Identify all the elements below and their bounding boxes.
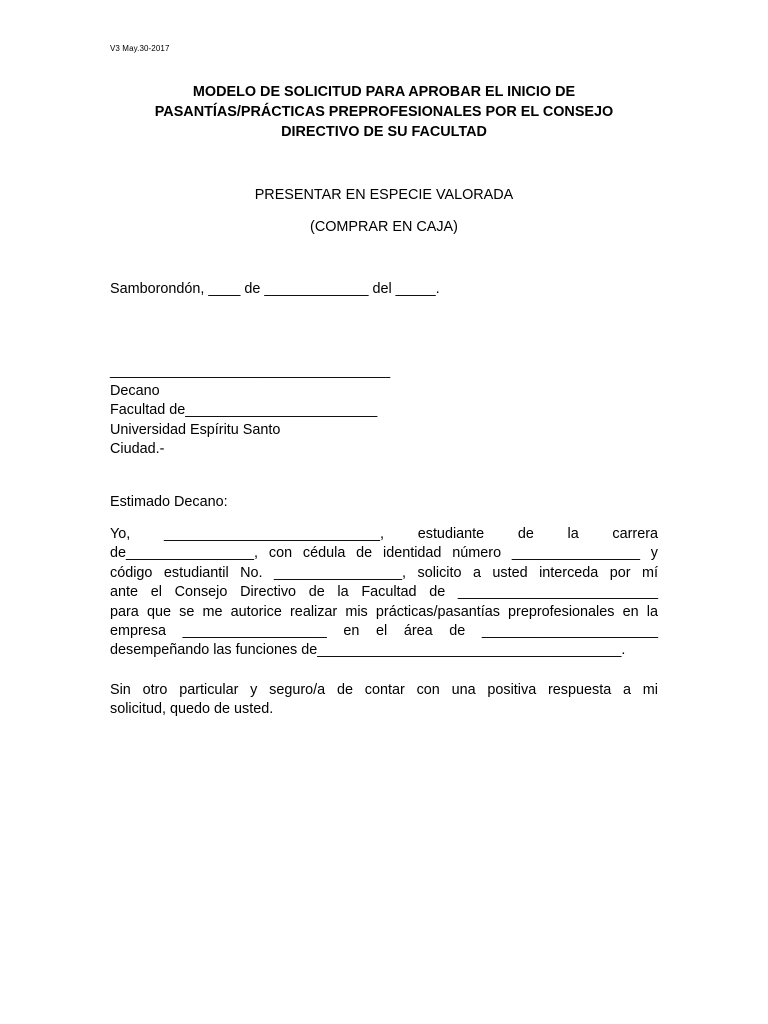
body-line-3: código estudiantil No. ________________, solicito a usted interceda por mí bbox=[110, 564, 658, 581]
instruction-caja: (COMPRAR EN CAJA) bbox=[310, 219, 458, 235]
closing-paragraph bbox=[110, 681, 658, 720]
date-line: Samborondón, ____ de _____________ del _____. bbox=[110, 281, 440, 297]
body-line-2: de________________, con cédula de identidad número ________________ y bbox=[110, 545, 658, 562]
version-label: V3 May.30-2017 bbox=[110, 44, 170, 53]
body-line-5: para que se me autorice realizar mis prácticas/pasantías preprofesionales en la bbox=[110, 603, 658, 620]
addressee-city: Ciudad.- bbox=[110, 441, 165, 457]
addressee-faculty: Facultad de________________________ bbox=[110, 402, 378, 418]
title-line-3: DIRECTIVO DE SU FACULTAD bbox=[281, 124, 487, 140]
addressee-role: Decano bbox=[110, 382, 160, 399]
body-line-6: empresa __________________ en el área de ______________________ bbox=[110, 623, 658, 640]
addressee-university: Universidad Espíritu Santo bbox=[110, 421, 281, 438]
greeting: Estimado Decano: bbox=[110, 494, 228, 510]
body-line-7: desempeñando las funciones de______________________________________. bbox=[110, 642, 626, 659]
title-line-2: PASANTÍAS/PRÁCTICAS PREPROFESIONALES POR EL CONSEJO bbox=[154, 104, 614, 120]
document-title bbox=[110, 82, 658, 142]
body-line-4: ante el Consejo Directivo de la Facultad de _________________________ bbox=[110, 584, 658, 601]
request-paragraph bbox=[110, 525, 658, 661]
instruction-valorada: PRESENTAR EN ESPECIE VALORADA bbox=[254, 187, 514, 203]
addressee-name-line: ___________________________________ bbox=[110, 363, 391, 379]
addressee-block bbox=[110, 362, 390, 460]
title-line-1: MODELO DE SOLICITUD PARA APROBAR EL INICIO DE bbox=[192, 84, 576, 100]
body-line-1: Yo, ___________________________, estudiante de la carrera bbox=[110, 526, 658, 542]
closing-line-1: Sin otro particular y seguro/a de contar con una positiva respuesta a mi bbox=[110, 682, 658, 698]
closing-line-2: solicitud, quedo de usted. bbox=[110, 701, 274, 718]
